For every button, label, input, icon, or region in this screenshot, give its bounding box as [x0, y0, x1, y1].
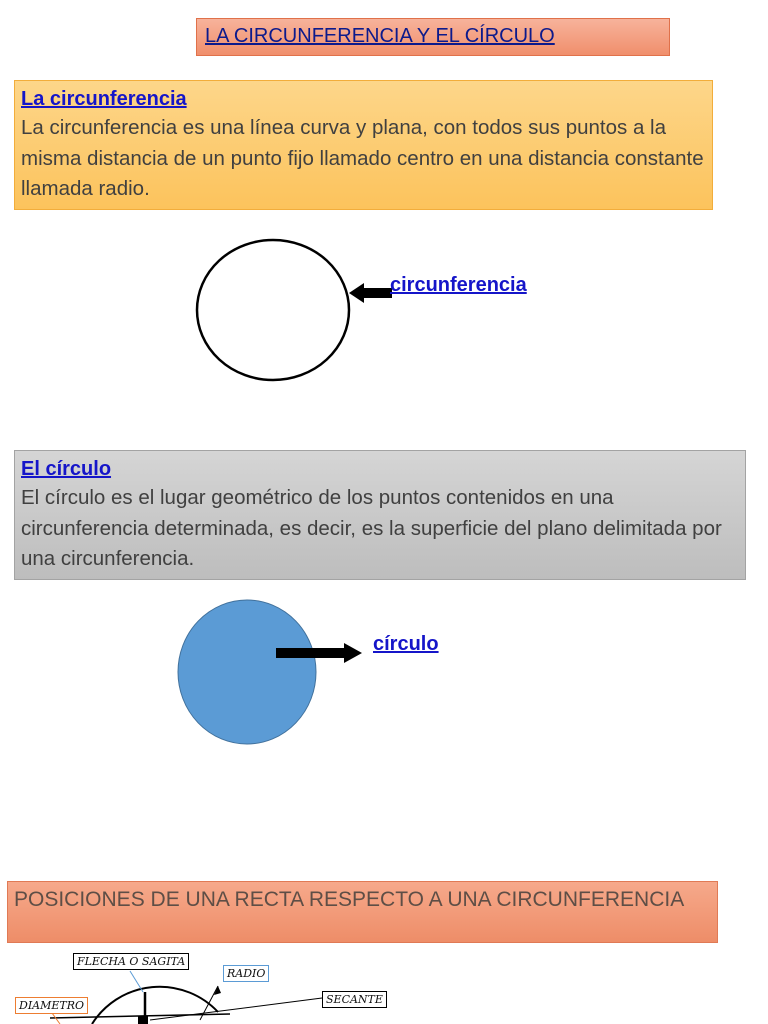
circulo-definition-box: [14, 450, 746, 580]
flecha-label: FLECHA O SAGITA: [73, 953, 189, 970]
circulo-shape: [178, 600, 316, 744]
circunferencia-arrow-icon: [349, 283, 392, 303]
circunferencia-body: La circunferencia es una línea curva y plana, con todos sus puntos a la misma distancia de un punto fijo llamado centro en una distancia constante llamada radio.: [21, 116, 704, 200]
posiciones-heading: POSICIONES DE UNA RECTA RESPECTO A UNA CIRCUNFERENCIA: [14, 888, 685, 911]
page-title: LA CIRCUNFERENCIA Y EL CÍRCULO: [205, 25, 555, 47]
secante-label: SECANTE: [322, 991, 387, 1008]
circunferencia-outline: [197, 240, 349, 380]
radio-label: RADIO: [223, 965, 269, 982]
diametro-label: DIAMETRO: [15, 997, 88, 1014]
circulo-heading: El círculo: [21, 458, 112, 480]
circulo-label[interactable]: círculo: [373, 633, 439, 655]
circulo-body: El círculo es el lugar geométrico de los puntos contenidos en una circunferencia determinada, es decir, es la superficie del plano delimitada por una circunferencia.: [21, 486, 722, 570]
posiciones-section-box: [7, 881, 718, 943]
positions-diagram: [50, 971, 322, 1024]
circunferencia-heading: La circunferencia: [21, 88, 187, 110]
circunferencia-label[interactable]: circunferencia: [390, 274, 527, 296]
